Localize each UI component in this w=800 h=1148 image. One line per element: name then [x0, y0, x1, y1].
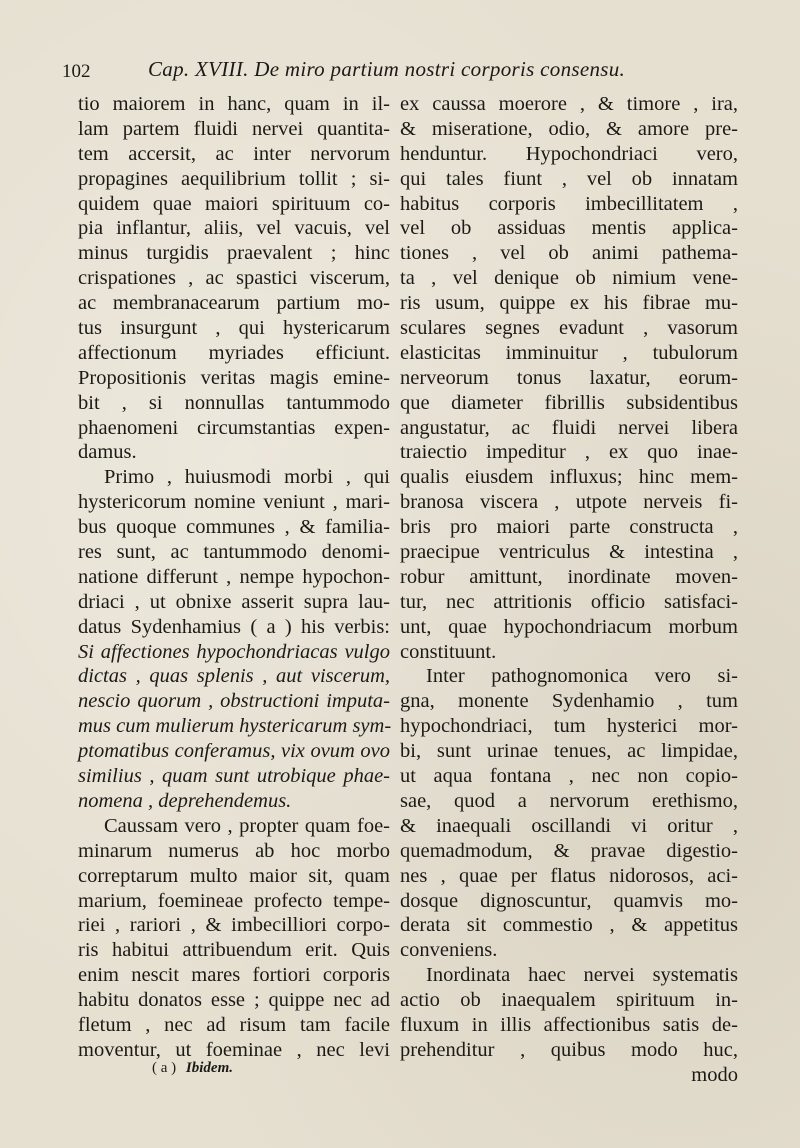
left-text-column [78, 92, 390, 1063]
left-column-line: moventur, ut foeminae , nec levi [78, 1038, 390, 1061]
page-header [62, 55, 742, 87]
right-column-line: praecipue ventriculus & intestina , [400, 541, 738, 564]
left-column-line: tus insurgunt , qui hystericarum [78, 317, 390, 340]
left-column-line: habitu donatos esse ; quippe nec ad [78, 989, 390, 1012]
left-column-line: tio maiorem in hanc, quam in il- [78, 93, 390, 115]
right-column-line: modo [691, 1063, 738, 1086]
right-column-line: conveniens. [400, 939, 498, 962]
right-column-line: robur amittunt, inordinate moven- [400, 565, 738, 588]
right-column-line: prehenditur , quibus modo huc, [400, 1038, 738, 1061]
left-column-line: natione differunt , nempe hypochon- [78, 565, 390, 588]
right-column-line: ta , vel denique ob nimium vene- [400, 267, 738, 290]
footnote-marker: ( a ) [152, 1060, 177, 1076]
left-column-line: correptarum multo maior sit, quam [78, 864, 390, 887]
left-column-line: lam partem fluidi nervei quantita- [78, 117, 390, 140]
right-column-line: sae, quod a nervorum erethismo, [400, 789, 738, 812]
left-column-line: phaenomeni circumstantias expen- [78, 416, 390, 439]
right-column-line: qui tales fiunt , vel ob innatam [400, 167, 738, 190]
right-column-line: qualis eiusdem influxus; hinc mem- [400, 466, 738, 489]
left-column-line: dictas , quas splenis , aut viscerum, [78, 665, 390, 688]
right-column-line: & inaequali oscillandi vi oritur , [400, 814, 738, 837]
left-column-line: mus cum mulierum hystericarum sym- [78, 715, 392, 738]
left-column-line: Primo , huiusmodi morbi , qui [104, 466, 390, 489]
right-column-line: hypochondriaci, tum hysterici mor- [400, 715, 738, 738]
left-column-line: nescio quorum , obstructioni imputa- [78, 690, 390, 713]
left-column-line: Propositionis veritas magis emine- [78, 366, 390, 389]
left-column-line: riei , rariori , & imbecilliori corpo- [78, 914, 390, 937]
right-column-line: angustatur, ac fluidi nervei libera [400, 416, 738, 439]
right-column-line: derata sit commestio , & appetitus [400, 914, 738, 937]
left-column-line: nomena , deprehendemus. [78, 789, 292, 812]
right-column-line: tur, nec attritionis officio satisfaci- [400, 590, 738, 613]
right-column-line: elasticitas imminuitur , tubulorum [400, 341, 738, 364]
left-column-line: damus. [78, 441, 137, 464]
left-column-line: affectionum myriades efficiunt. [78, 341, 390, 364]
right-column-line: ex caussa moerore , & timore , ira, [400, 93, 738, 115]
right-column-line: quemadmodum, & pravae digestio- [400, 839, 738, 862]
right-column-line: constituunt. [400, 640, 497, 663]
left-column-line: quidem quae maiori spirituum co- [78, 192, 390, 215]
right-column-line: & miseratione, odio, & amore pre- [400, 117, 738, 140]
right-column-line: Inordinata haec nervei systematis [426, 964, 738, 987]
left-column-line: crispationes , ac spastici viscerum, [78, 267, 390, 290]
left-column-line: marium, foemineae profecto tempe- [78, 889, 390, 912]
right-column-line: henduntur. Hypochondriaci vero, [400, 142, 738, 165]
footnote-text: Ibidem. [185, 1060, 233, 1076]
right-column-line: ut aqua fontana , nec non copio- [400, 765, 738, 788]
right-column-line: traiectio impeditur , ex quo inae- [400, 441, 738, 464]
footnote [152, 1060, 233, 1077]
right-column-line: bris pro maiori parte constructa , [400, 516, 738, 539]
right-column-line: tiones , vel ob animi pathema- [400, 242, 738, 265]
right-text-column [400, 92, 738, 1088]
left-column-line: ac membranacearum partium mo- [78, 292, 390, 315]
running-head: Cap. XVIII. De miro partium nostri corporis consensu. [148, 57, 626, 81]
right-column-line: dosque dignoscuntur, quamvis mo- [400, 889, 738, 912]
left-column-line: Caussam vero , propter quam foe- [104, 814, 390, 837]
left-column-line: tem accersit, ac inter nervorum [78, 142, 390, 165]
right-column-line: gna, monente Sydenhamio , tum [400, 690, 738, 713]
right-column-line: branosa viscera , utpote nerveis fi- [400, 491, 738, 514]
left-column-line: minarum numerus ab hoc morbo [78, 839, 390, 862]
right-column-line: actio ob inaequalem spirituum in- [400, 989, 738, 1012]
right-column-line: nerveorum tonus laxatur, eorum- [400, 366, 738, 389]
right-column-line: ris usum, quippe ex his fibrae mu- [400, 292, 738, 315]
left-column-line: ptomatibus conferamus, vix ovum ovo [78, 740, 390, 763]
left-column-line: res sunt, ac tantummodo denomi- [78, 541, 390, 564]
right-column-line: Inter pathognomonica vero si- [426, 665, 738, 688]
left-column-line: hystericorum nomine veniunt , mari- [78, 491, 390, 514]
left-column-line: bit , si nonnullas tantummodo [78, 391, 390, 414]
left-column-line: Si affectiones hypochondriacas vulgo [78, 640, 390, 663]
left-column-line: fletum , nec ad risum tam facile [78, 1013, 390, 1036]
right-column-line: bi, sunt urinae tenues, ac limpidae, [400, 740, 738, 763]
left-column-line: datus Sydenhamius ( a ) his verbis: [78, 615, 390, 638]
right-column-line: fluxum in illis affectionibus satis de- [400, 1013, 738, 1036]
left-column-line: ris habitui attribuendum erit. Quis [78, 939, 390, 962]
right-column-line: vel ob assiduas mentis applica- [400, 217, 738, 240]
left-column-line: enim nescit mares fortiori corporis [78, 964, 390, 987]
left-column-line: similius , quam sunt utrobique phae- [78, 765, 390, 788]
left-column-line: bus quoque communes , & familia- [78, 516, 390, 539]
left-column-line: driaci , ut obnixe asserit supra lau- [78, 590, 390, 613]
right-column-line: que diameter fibrillis subsidentibus [400, 391, 738, 414]
left-column-line: minus turgidis praevalent ; hinc [78, 242, 390, 265]
right-column-line: nes , quae per flatus nidorosos, aci- [400, 864, 738, 887]
left-column-line: propagines aequilibrium tollit ; si- [78, 167, 390, 190]
left-column-line: pia inflantur, aliis, vel vacuis, vel [78, 217, 390, 240]
right-column-line: unt, quae hypochondriacum morbum [400, 615, 738, 638]
right-column-line: habitus corporis imbecillitatem , [400, 192, 738, 215]
right-column-line: sculares segnes evadunt , vasorum [400, 317, 738, 340]
page-number: 102 [62, 61, 91, 82]
